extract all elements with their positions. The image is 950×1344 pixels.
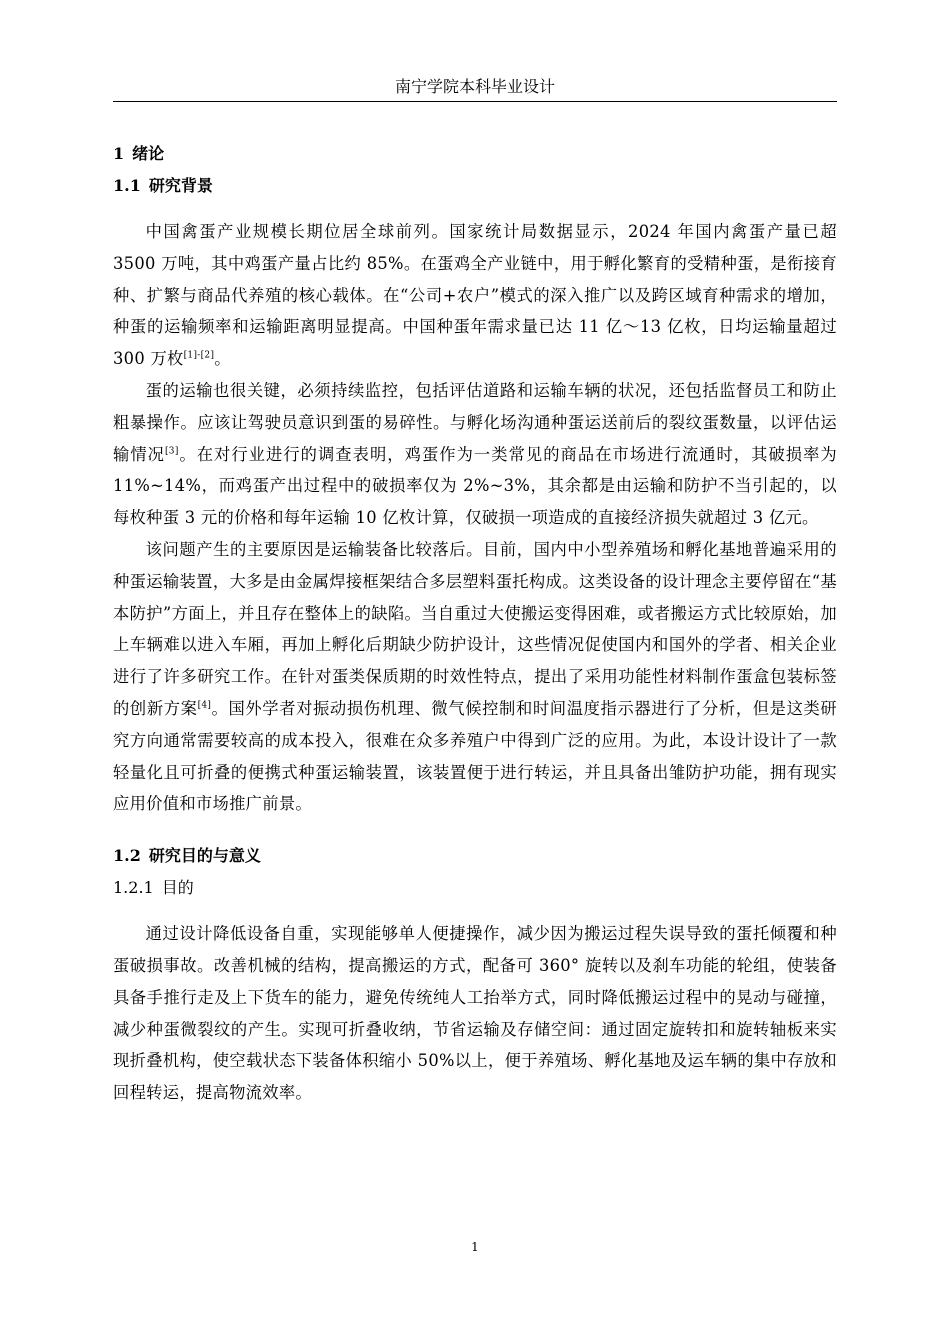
paragraph-text: 。在对行业进行的调查表明，鸡蛋作为一类常见的商品在市场进行流通时，其破损率为 11%~14%，而鸡蛋产出过程中的破损率仅为 2%~3%，其余都是由运输和防护不当引起的，以每枚种蛋 3 元的价格和每年运输 10 亿枚计算，仅破损一项造成的直接经济损失就超过 3 亿元。 [113,444,838,528]
section-title: 研究背景 [148,176,213,195]
section-number: 1.2 [113,846,141,866]
page-header-title: 南宁学院本科毕业设计 [394,77,555,96]
paragraph-4: 通过设计降低设备自重，实现能够单人便捷操作，减少因为搬运过程失误导致的蛋托倾覆和种蛋破损事故。改善机械的结构，提高搬运的方式，配备可 360° 旋转以及刹车功能的轮组，使装备具备手推行走及上下货车的能力，避免传统纯人工抬举方式，同时降低搬运过程中的晃动与碰撞，减少种蛋微裂纹的产生。实现可折叠收纳，节省运输及存储空间：通过固定旋转扣和旋转轴板来实现折叠机构，使空载状态下装备体积缩小 50%以上，便于养殖场、孵化基地及运车辆的集中存放和回程转运，提高物流效率。 [113,924,837,1103]
chapter-heading [113,138,837,170]
section-number: 1.1 [113,176,141,195]
section-heading-1-2 [113,840,837,872]
citation: [4] [197,700,212,711]
subsection-title: 目的 [161,878,194,898]
paragraph-text: 中国禽蛋产业规模长期位居全球前列。国家统计局数据显示，2024 年国内禽蛋产量已超 3500 万吨，其中鸡蛋产量占比约 85%。在蛋鸡全产业链中，用于孵化繁育的受精种蛋，是衔接育种、扩繁与商品代养殖的核心载体。在“公司+农户”模式的深入推广以及跨区域育种需求的增加，种蛋的运输频率和运输距离明显提高。中国种蛋年需求量已达 11 亿～13 亿枚，日均运输量超过 300 万枚 [113,222,837,369]
section-title: 研究目的与意义 [148,846,261,866]
paragraph-1 [113,216,837,375]
subsection-number: 1.2.1 [113,878,154,898]
paragraph-text: 该问题产生的主要原因是运输装备比较落后。目前，国内中小型养殖场和孵化基地普遍采用的种蛋运输装置，大多是由金属焊接框架结合多层塑料蛋托构成。这类设备的设计理念主要停留在“基本防护”方面上，并且存在整体上的缺陷。当自重过大使搬运变得困难，或者搬运方式比较原始，加上车辆难以进入车厢，再加上孵化后期缺少防护设计，这些情况促使国内和国外的学者、相关企业进行了许多研究工作。在针对蛋类保质期的时效性特点，提出了采用功能性材料制作蛋盒包装标签的创新方案 [113,539,837,718]
paragraph-2 [113,375,837,534]
document-body [113,138,837,1109]
page-number: 1 [471,1240,479,1254]
citation: [3] [164,446,179,457]
subsection-heading-1-2-1 [113,872,837,904]
paragraph-text: 蛋的运输也很关键，必须持续监控，包括评估道路和运输车辆的状况，还包括监督员工和防止粗暴操作。应该让驾驶员意识到蛋的易碎性。与孵化场沟通种蛋运送前后的裂纹蛋数量，以评估运输情况 [113,380,837,464]
header-rule [113,101,837,102]
section-heading-1-1 [113,170,837,202]
chapter-number: 1 [113,144,125,163]
paragraph-text: 。 [214,349,231,369]
paragraph-3 [113,534,837,820]
citation: [1]-[2] [183,350,215,361]
chapter-title: 绪论 [132,144,165,163]
paragraph-text: 。国外学者对振动损伤机理、微气候控制和时间温度指示器进行了分析，但是这类研究方向通常需要较高的成本投入，很难在众多养殖户中得到广泛的应用。为此，本设计设计了一款轻量化且可折叠的便携式种蛋运输装置，该装置便于进行转运，并且具备出雏防护功能，拥有现实应用价值和市场推广前景。 [113,698,837,814]
